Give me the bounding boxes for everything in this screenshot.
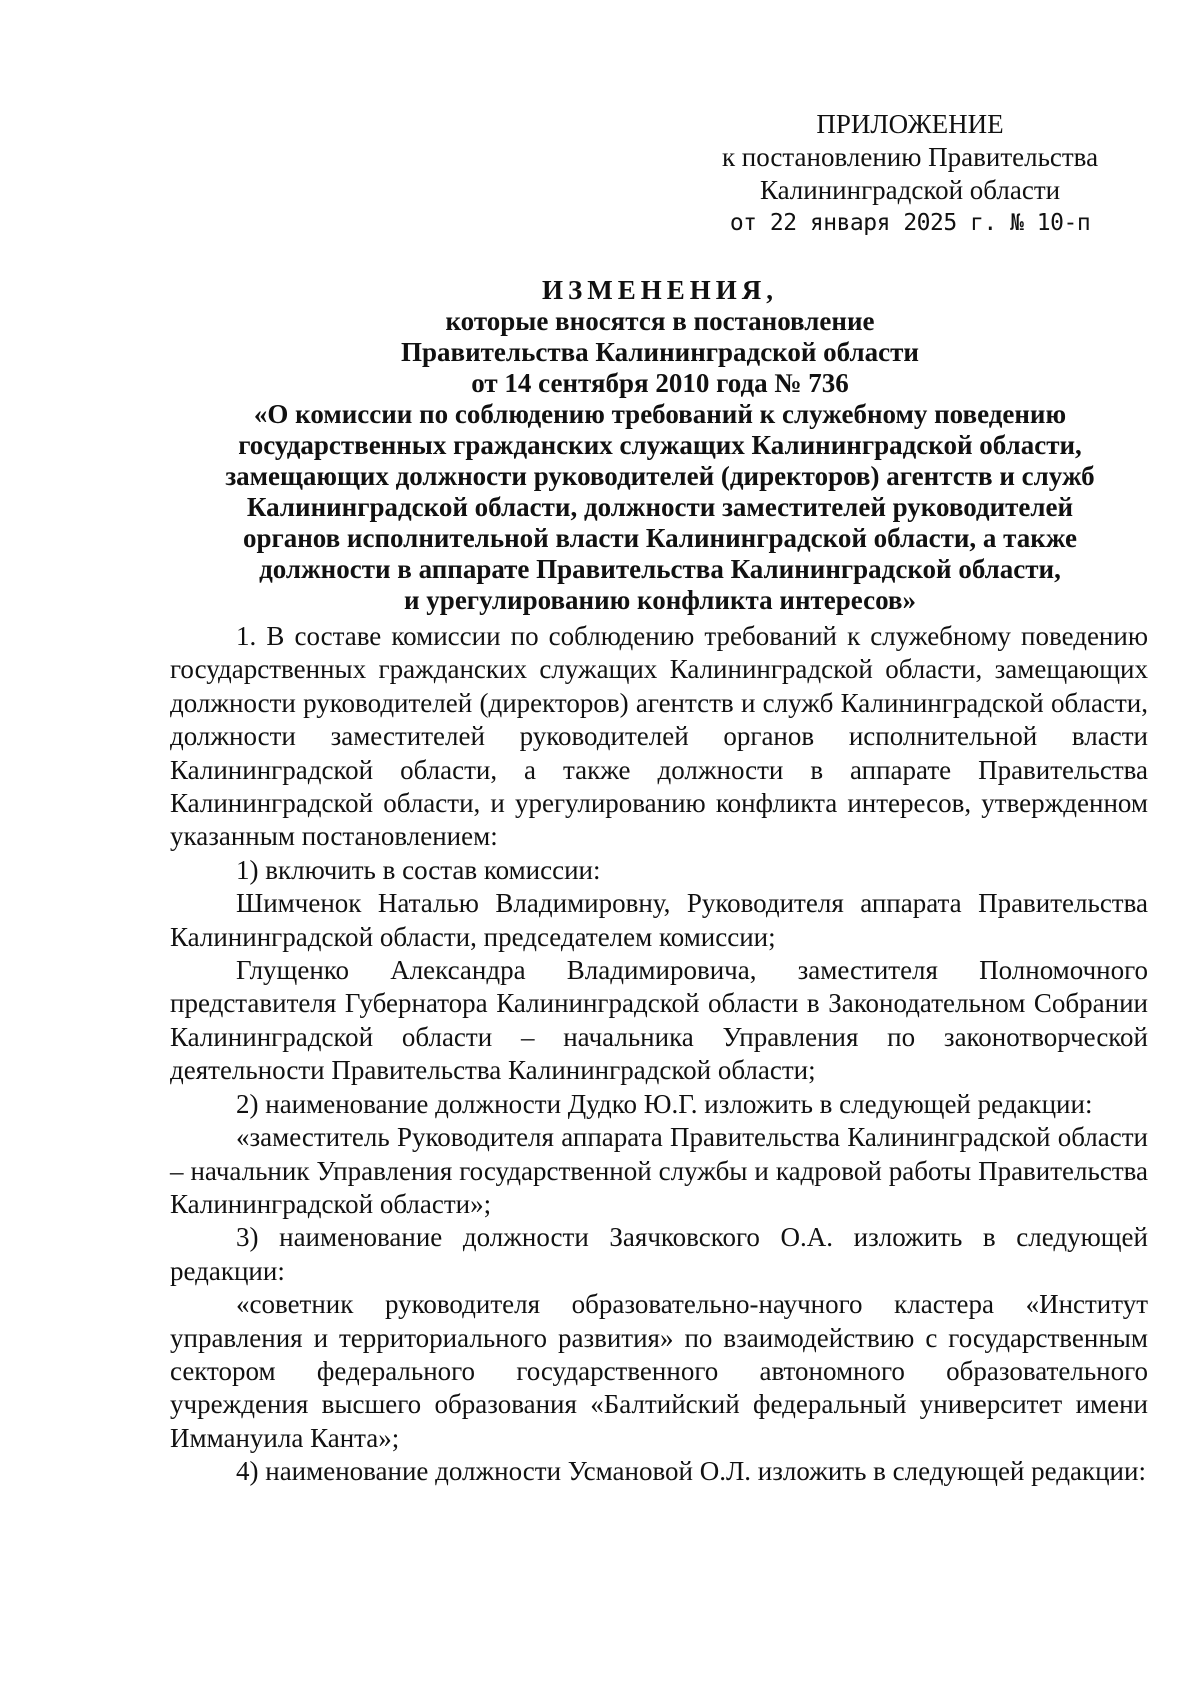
- heading-line: которые вносятся в постановление: [445, 306, 875, 336]
- appendix-block: [680, 108, 1140, 240]
- body-paragraph: Шимченок Наталью Владимировну, Руководителя аппарата Правительства Калининградской области, председателем комиссии;: [170, 888, 1148, 952]
- heading-line: Калининградской области, должности заместителей руководителей: [246, 492, 1074, 522]
- heading-line: органов исполнительной власти Калининградской области, а также: [242, 523, 1078, 553]
- body-paragraph: 3) наименование должности Заячковского О.А. изложить в следующей редакции:: [170, 1222, 1148, 1286]
- heading-line: замещающих должности руководителей (директоров) агентств и служб: [225, 461, 1095, 491]
- heading-line: Правительства Калининградской области: [401, 337, 919, 367]
- appendix-line-3: Калининградской области: [759, 175, 1061, 205]
- body-paragraph: 1. В составе комиссии по соблюдению требований к служебному поведению государственных гражданских служащих Калининградской области, замещающих должности руководителей (директоров) агентств и служб Калининградской области, должности заместителей руководителей органов исполнительной власти Калининградской области, а также должности в аппарате Правительства Калининградской области, и урегулированию конфликта интересов, утвержденном указанным постановлением:: [170, 621, 1148, 852]
- body-paragraph: «советник руководителя образовательно-научного кластера «Институт управления и территориального развития» по взаимодействию с государственным сектором федерального государственного автономного образовательного учреждения высшего образования «Балтийский федеральный университет имени Иммануила Канта»;: [170, 1289, 1148, 1453]
- body-paragraph: Глущенко Александра Владимировича, заместителя Полномочного представителя Губернатора Калининградской области в Законодательном Собрании Калининградской области – начальника Управления по законотворческой деятельности Правительства Калининградской области;: [170, 955, 1148, 1086]
- heading-line: от 14 сентября 2010 года № 736: [471, 368, 849, 398]
- heading-title: ИЗМЕНЕНИЯ,: [541, 275, 778, 305]
- heading-line: и урегулированию конфликта интересов»: [404, 585, 916, 615]
- appendix-resolution-number: от 22 января 2025 г. № 10-п: [729, 210, 1091, 236]
- heading-line: «О комиссии по соблюдению требований к служебному поведению: [253, 399, 1067, 429]
- appendix-line-2: к постановлению Правительства: [721, 142, 1099, 172]
- document-heading: [170, 275, 1150, 616]
- body-paragraph: 4) наименование должности Усмановой О.Л. изложить в следующей редакции:: [236, 1456, 1146, 1487]
- document-body: [170, 620, 1148, 1489]
- body-paragraph: 2) наименование должности Дудко Ю.Г. изложить в следующей редакции:: [236, 1088, 1093, 1119]
- heading-line: государственных гражданских служащих Калининградской области,: [238, 430, 1082, 460]
- body-paragraph: 1) включить в состав комиссии:: [236, 854, 601, 885]
- heading-line: должности в аппарате Правительства Калининградской области,: [259, 554, 1061, 584]
- appendix-title: ПРИЛОЖЕНИЕ: [816, 109, 1004, 139]
- body-paragraph: «заместитель Руководителя аппарата Правительства Калининградской области – начальник Управления государственной службы и кадровой работы Правительства Калининградской области»;: [170, 1122, 1148, 1219]
